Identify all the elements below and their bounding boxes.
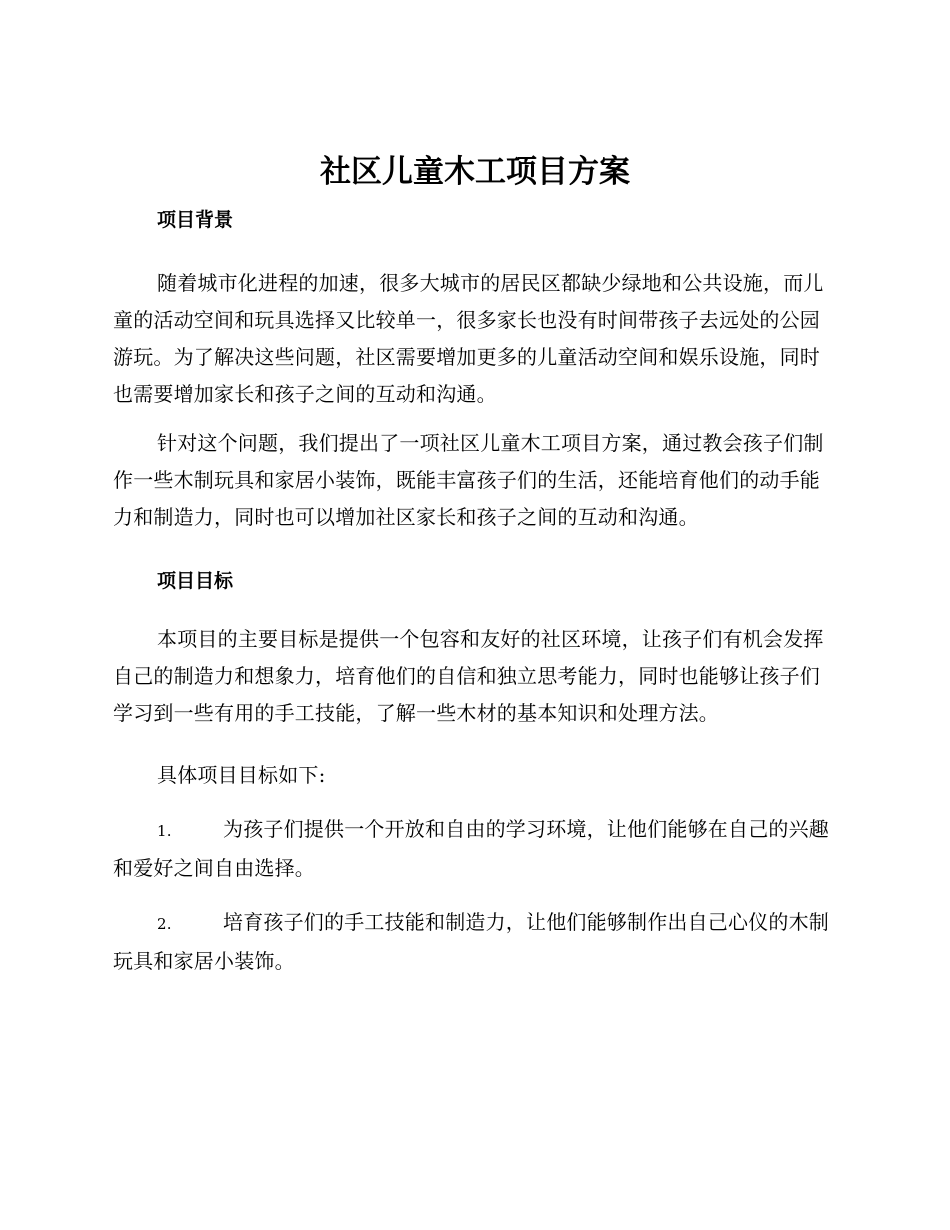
paragraph: 本项目的主要目标是提供一个包容和友好的社区环境，让孩子们有机会发挥自己的制造力和想象力，培育他们的自信和独立思考能力，同时也能够让孩子们学习到一些有用的手工技能，了解一些木材的基本知识和处理方法。: [113, 627, 824, 725]
list-item: [113, 904, 835, 980]
list-number: 1.: [157, 822, 172, 840]
list-text: 培育孩子们的手工技能和制造力，让他们能够制作出自己心仪的木制玩具和家居小装饰。: [113, 910, 829, 973]
paragraph: 随着城市化进程的加速，很多大城市的居民区都缺少绿地和公共设施，而儿童的活动空间和玩具选择又比较单一，很多家长也没有时间带孩子去远处的公园游玩。为了解决这些问题，社区需要增加更多的儿童活动空间和娱乐设施，同时也需要增加家长和孩子之间的互动和沟通。: [113, 271, 824, 406]
paragraph: 具体项目目标如下:: [157, 763, 326, 787]
list-item: [113, 811, 835, 887]
document-body: [113, 205, 835, 980]
list-text: 为孩子们提供一个开放和自由的学习环境，让他们能够在自己的兴趣和爱好之间自由选择。: [113, 817, 829, 880]
paragraph: 针对这个问题，我们提出了一项社区儿童木工项目方案，通过教会孩子们制作一些木制玩具和家居小装饰，既能丰富孩子们的生活，还能培育他们的动手能力和制造力，同时也可以增加社区家长和孩子之间的互动和沟通。: [113, 431, 824, 529]
section-heading-goals: 项目目标: [157, 570, 234, 592]
list-number: 2.: [157, 915, 172, 933]
section-heading-background: 项目背景: [157, 209, 234, 231]
document-title: 社区儿童木工项目方案: [320, 154, 630, 190]
